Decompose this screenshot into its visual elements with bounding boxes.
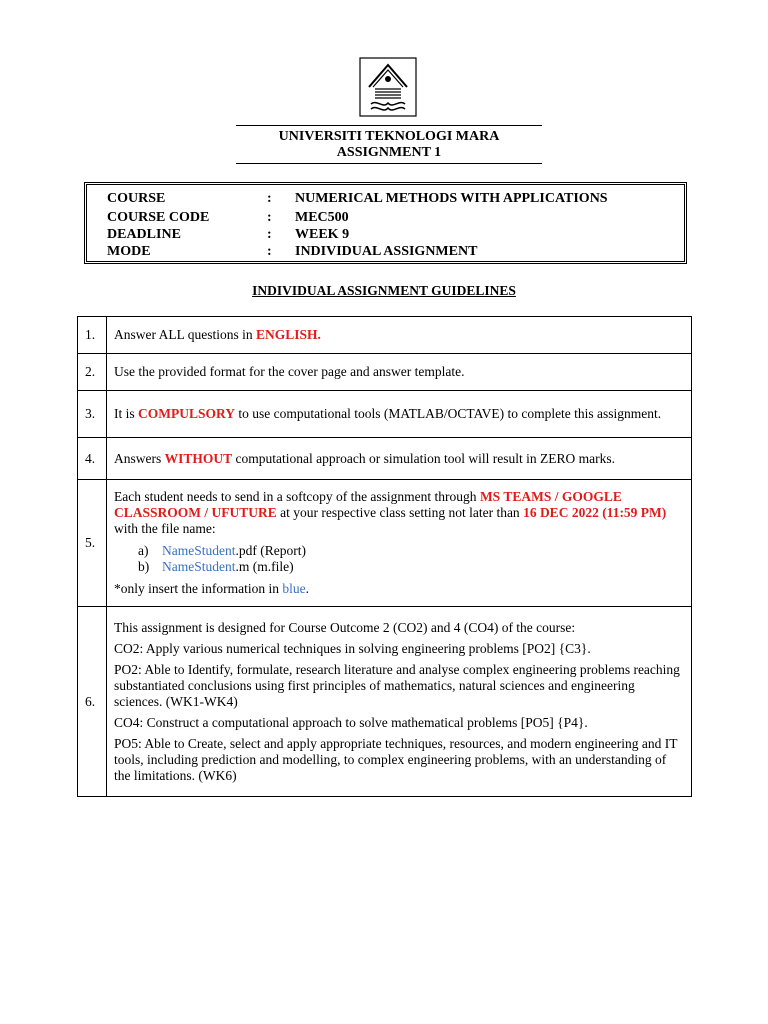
info-value: WEEK 9 (295, 227, 350, 242)
table-row (78, 391, 692, 438)
paragraph: CO4: Construct a computational approach to solve mathematical problems [PO5] {P4}. (114, 714, 588, 730)
row-number: 6. (78, 607, 107, 797)
row-text (107, 607, 692, 797)
assignment-title: ASSIGNMENT 1 (336, 145, 442, 160)
text-segment: It is (114, 406, 139, 421)
list-marker: b) (138, 559, 150, 574)
text-segment: with the file name: (114, 521, 216, 536)
note (114, 581, 683, 597)
paragraph: This assignment is designed for Course Outcome 2 (CO2) and 4 (CO4) of the course: (114, 619, 576, 635)
text-segment: at your respective class setting not later than (276, 505, 524, 520)
info-key: DEADLINE (107, 227, 181, 242)
emphasis-text: MS TEAMS / GOOGLE CLASSROOM / UFUTURE (114, 489, 622, 520)
emphasis-text: WITHOUT (164, 450, 233, 466)
submission-paragraph (114, 489, 683, 537)
table-row (78, 480, 692, 607)
info-key: COURSE (107, 191, 166, 206)
text-segment: computational approach or simulation tool will result in ZERO marks. (232, 450, 615, 466)
text-segment: Answer ALL questions in (114, 327, 256, 342)
row-text (107, 480, 692, 607)
info-value: NUMERICAL METHODS WITH APPLICATIONS (295, 191, 608, 206)
document-header (236, 125, 542, 164)
info-separator: : (267, 227, 272, 242)
university-name: UNIVERSITI TEKNOLOGI MARA (278, 129, 500, 144)
university-crest-logo (359, 57, 417, 119)
text-segment: . (305, 581, 309, 596)
guidelines-table (77, 316, 692, 797)
info-key: MODE (107, 244, 151, 259)
placeholder-name: NameStudent (162, 559, 236, 574)
info-value: INDIVIDUAL ASSIGNMENT (295, 244, 478, 259)
row-text (107, 438, 692, 480)
emphasis-text: COMPULSORY (138, 406, 236, 421)
paragraph: PO5: Able to Create, select and apply appropriate techniques, resources, and modern engineering and IT tools, including prediction and modelling, to complex engineering problems, with an understanding of the limitations. (WK6) (114, 735, 678, 783)
info-separator: : (267, 191, 272, 206)
emphasis-text: 16 DEC 2022 (11:59 PM) (523, 505, 667, 520)
table-row (78, 354, 692, 391)
text-segment: .pdf (Report) (235, 543, 306, 558)
list-marker: a) (138, 543, 149, 558)
text-segment: Answers (114, 450, 165, 466)
guidelines-title: INDIVIDUAL ASSIGNMENT GUIDELINES (252, 283, 516, 298)
table-row (78, 438, 692, 480)
text-segment: .m (m.file) (235, 559, 294, 574)
table-row (78, 607, 692, 797)
row-number: 4. (78, 438, 107, 480)
course-info-box (84, 182, 687, 264)
list-item (114, 559, 683, 575)
blue-text: blue (282, 581, 306, 596)
row-text (107, 317, 692, 354)
table-row (78, 317, 692, 354)
paragraph: PO2: Able to Identify, formulate, research literature and analyse complex engineering problems reaching substantiated conclusions using first principles of mathematics, natural sciences and engineering sciences. (WK1-WK4) (114, 661, 680, 709)
text-segment: to use computational tools (MATLAB/OCTAVE) to complete this assignment. (235, 406, 662, 421)
emphasis-text: ENGLISH. (256, 327, 321, 342)
row-text: Use the provided format for the cover page and answer template. (107, 354, 692, 391)
info-separator: : (267, 210, 272, 225)
paragraph: CO2: Apply various numerical techniques in solving engineering problems [PO2] {C3}. (114, 640, 591, 656)
row-number: 2. (78, 354, 107, 391)
text-segment: *only insert the information in (114, 581, 283, 596)
info-key: COURSE CODE (107, 210, 210, 225)
text-segment: Each student needs to send in a softcopy of the assignment through (114, 489, 480, 504)
placeholder-name: NameStudent (162, 543, 236, 558)
row-number: 3. (78, 391, 107, 438)
list-item (114, 543, 683, 559)
row-number: 1. (78, 317, 107, 354)
row-text (107, 391, 692, 438)
info-value: MEC500 (295, 210, 349, 225)
info-separator: : (267, 244, 272, 259)
row-number: 5. (78, 480, 107, 607)
